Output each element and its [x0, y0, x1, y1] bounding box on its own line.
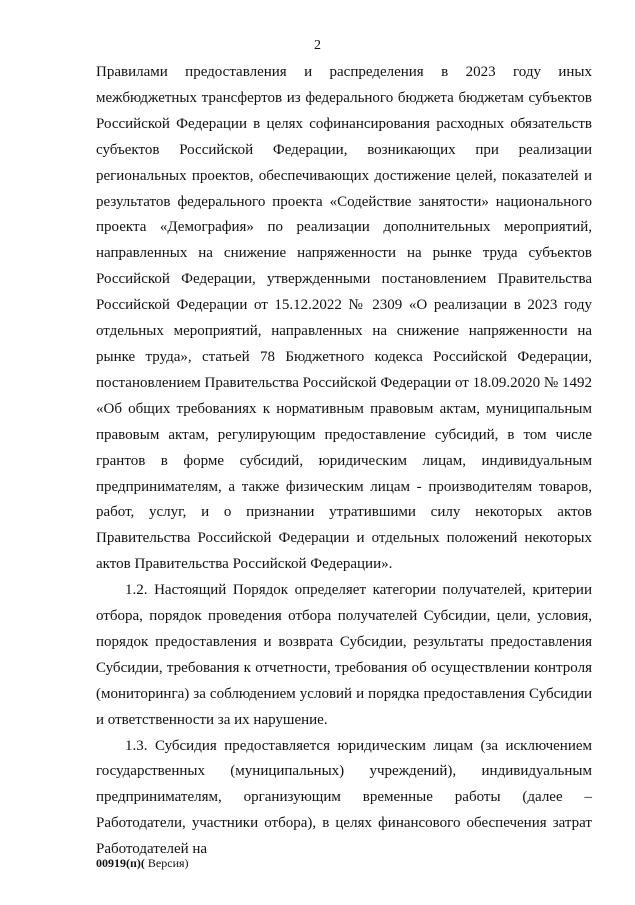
footer-code: 00919(п)( — [96, 856, 145, 870]
paragraph-continuation: Правилами предоставления и распределения в 2023 году иных межбюджетных трансфертов из федерального бюджета бюджетам субъектов Российской Федерации в целях софинансирования расходных обязательств субъектов Российской Федерации, возникающих при реализации региональных проектов, обеспечивающих достижение целей, показателей и результатов федерального проекта «Содействие занятости» национального проекта «Демография» по реализации дополнительных мероприятий, направленных на снижение напряженности на рынке труда субъектов Российской Федерации, утвержденными постановлением Правительства Российской Федерации от 15.12.2022 № 2309 «О реализации в 2023 году отдельных мероприятий, направленных на снижение напряженности на рынке труда», статьей 78 Бюджетного кодекса Российской Федерации, постановлением Правительства Российской Федерации от 18.09.2020 № 1492 «Об общих требованиях к нормативным правовым актам, муниципальным правовым актам, регулирующим предоставление субсидий, в том числе грантов в форме субсидий, юридическим лицам, индивидуальным предпринимателям, а также физическим лицам - производителям товаров, работ, услуг, и о признании утратившими силу некоторых актов Правительства Российской Федерации и отдельных положений некоторых актов Правительства Российской Федерации». — [96, 64, 592, 573]
page-number: 2 — [314, 38, 321, 53]
paragraph-1-3: 1.3. Субсидия предоставляется юридическим лицам (за исключением государственных (муниципальных) учреждений), индивидуальным предпринимателям, организующим временные работы (далее – Работодатели, участники отбора), в целях финансового обеспечения затрат Работодателей на — [96, 737, 592, 858]
paragraph-1-2: 1.2. Настоящий Порядок определяет категории получателей, критерии отбора, порядок проведения отбора получателей Субсидии, цели, условия, порядок предоставления и возврата Субсидии, результаты предоставления Субсидии, требования к отчетности, требования об осуществлении контроля (мониторинга) за соблюдением условий и порядка предоставления Субсидии и ответственности за их нарушение. — [96, 582, 592, 728]
document-footer-code — [96, 856, 189, 871]
document-body — [96, 60, 592, 863]
footer-version: Версия) — [144, 856, 189, 870]
